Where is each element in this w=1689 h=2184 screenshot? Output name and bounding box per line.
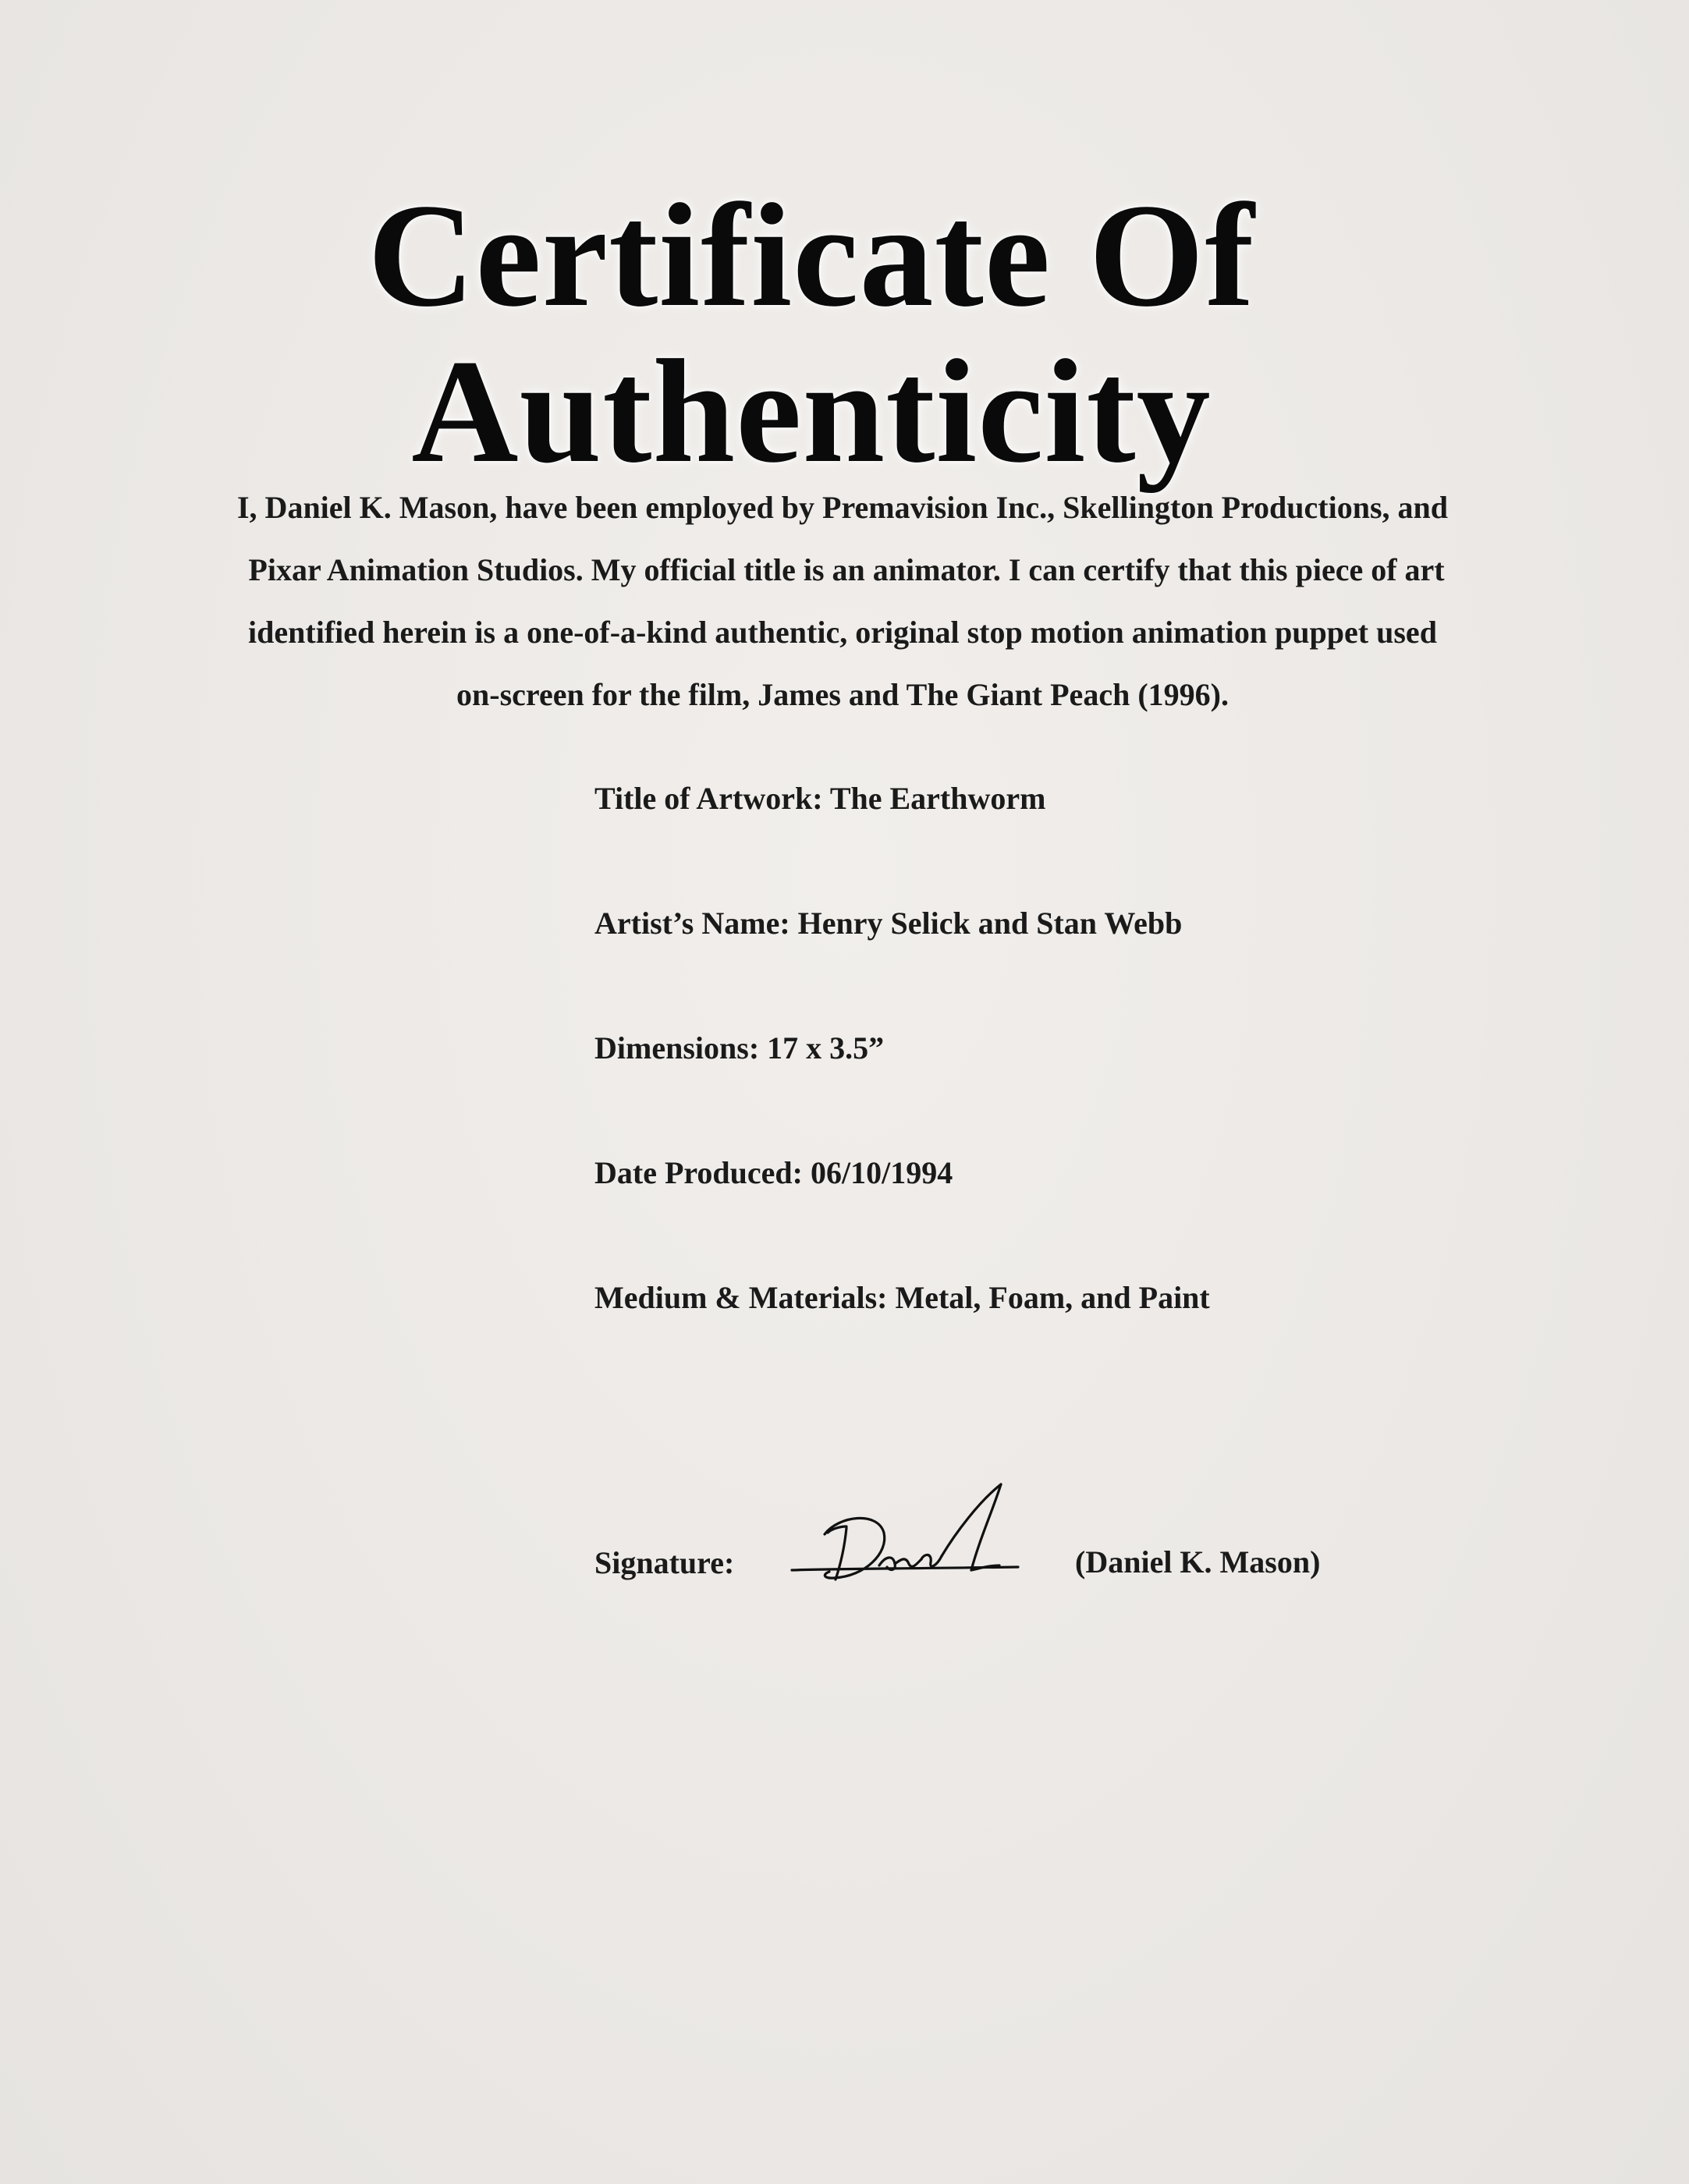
field-date-produced: Date Produced: 06/10/1994	[594, 1155, 953, 1190]
signature-label: Signature:	[594, 1545, 735, 1580]
intro-statement-line-4: on-screen for the film, James and The Giant Peach (1996).	[456, 677, 1229, 712]
field-dimensions: Dimensions: 17 x 3.5”	[594, 1030, 885, 1065]
field-title-of-artwork: Title of Artwork: The Earthworm	[594, 781, 1046, 816]
signer-name: (Daniel K. Mason)	[1075, 1544, 1321, 1580]
intro-statement-line-2: Pixar Animation Studios. My official title is an animator. I can certify that this piece of art	[248, 552, 1445, 587]
intro-statement-line-1: I, Daniel K. Mason, have been employed by Premavision Inc., Skellington Productions, and	[236, 490, 1449, 525]
handwritten-signature	[784, 1478, 1034, 1595]
certificate-title-line-2: Authenticity	[411, 330, 1212, 494]
certificate-title-line-1: Certificate Of	[367, 174, 1255, 338]
field-artist-name: Artist’s Name: Henry Selick and Stan Webb	[594, 906, 1183, 941]
field-medium-materials: Medium & Materials: Metal, Foam, and Paint	[594, 1280, 1210, 1315]
intro-statement-line-3: identified herein is a one-of-a-kind authentic, original stop motion animation puppet used	[248, 615, 1437, 650]
